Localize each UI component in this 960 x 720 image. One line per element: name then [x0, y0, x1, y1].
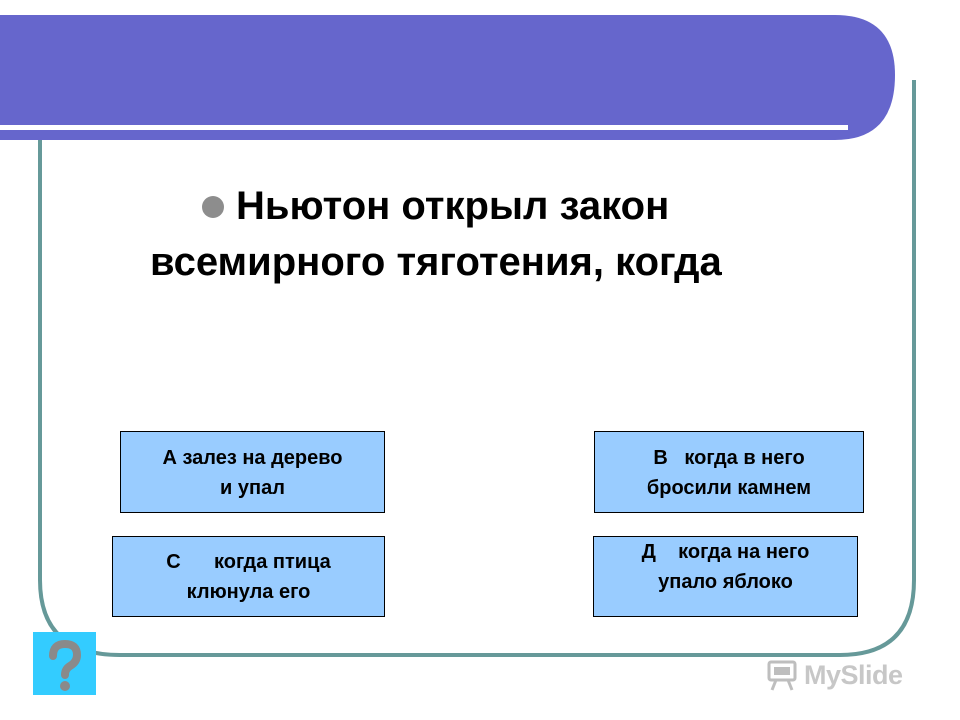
- watermark-text: MySlide: [804, 659, 903, 690]
- answer-c-button[interactable]: С когда птица клюнула его: [112, 536, 385, 617]
- help-button[interactable]: [33, 632, 96, 695]
- answer-d-button[interactable]: Д когда на него упало яблоко: [593, 536, 858, 617]
- header-stripe: [0, 125, 848, 130]
- question-text-line1: Ньютон открыл закон: [236, 184, 670, 228]
- answer-a-button[interactable]: А залез на дерево и упал: [120, 431, 385, 513]
- bullet-point: [202, 196, 224, 218]
- watermark: [766, 655, 903, 695]
- presentation-board-icon: [766, 658, 800, 692]
- question-mark-icon: [33, 632, 96, 695]
- header-bar: [0, 15, 895, 140]
- answer-b-button[interactable]: В когда в него бросили камнем: [594, 431, 864, 513]
- question-text-line2: всемирного тяготения, когда: [150, 240, 722, 284]
